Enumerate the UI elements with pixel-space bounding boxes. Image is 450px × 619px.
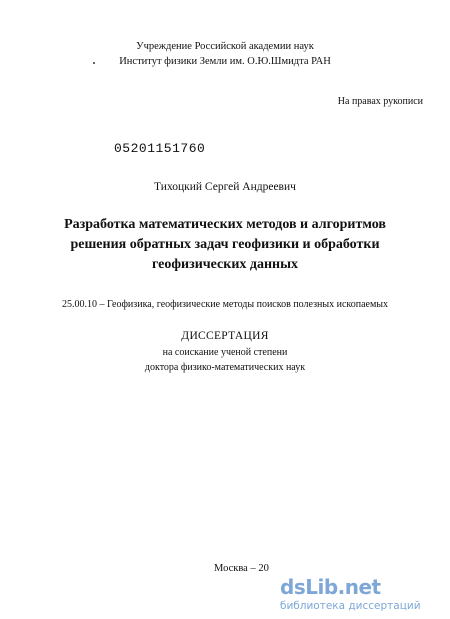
dissertation-type: ДИССЕРТАЦИЯ <box>181 330 269 342</box>
watermark <box>280 576 445 613</box>
watermark-subtitle: библиотека диссертаций <box>280 600 421 612</box>
rights-note: На правах рукописи <box>337 96 423 107</box>
watermark-logo: dsLib.net <box>280 575 381 599</box>
dissertation-title <box>0 215 450 275</box>
institution-block <box>0 39 450 69</box>
archive-code: 05201151760 <box>114 141 206 156</box>
title-line-3: геофизических данных <box>151 257 299 272</box>
title-line-1: Разработка математических методов и алгоритмов <box>64 217 386 232</box>
institution-line-1: Учреждение Российской академии наук <box>136 41 314 52</box>
degree-purpose: на соискание ученой степени <box>162 347 288 358</box>
title-line-2: решения обратных задач геофизики и обработки <box>70 237 380 252</box>
degree-name: доктора физико-математических наук <box>144 362 306 373</box>
specialty-code: 25.00.10 – Геофизика, геофизические методы поисков полезных ископаемых <box>61 299 389 310</box>
institution-line-2: Институт физики Земли им. О.Ю.Шмидта РАН <box>119 56 331 67</box>
degree-block <box>0 345 450 375</box>
city-year: Москва – 20 <box>214 563 269 574</box>
author-name: Тихоцкий Сергей Андреевич <box>154 181 296 193</box>
